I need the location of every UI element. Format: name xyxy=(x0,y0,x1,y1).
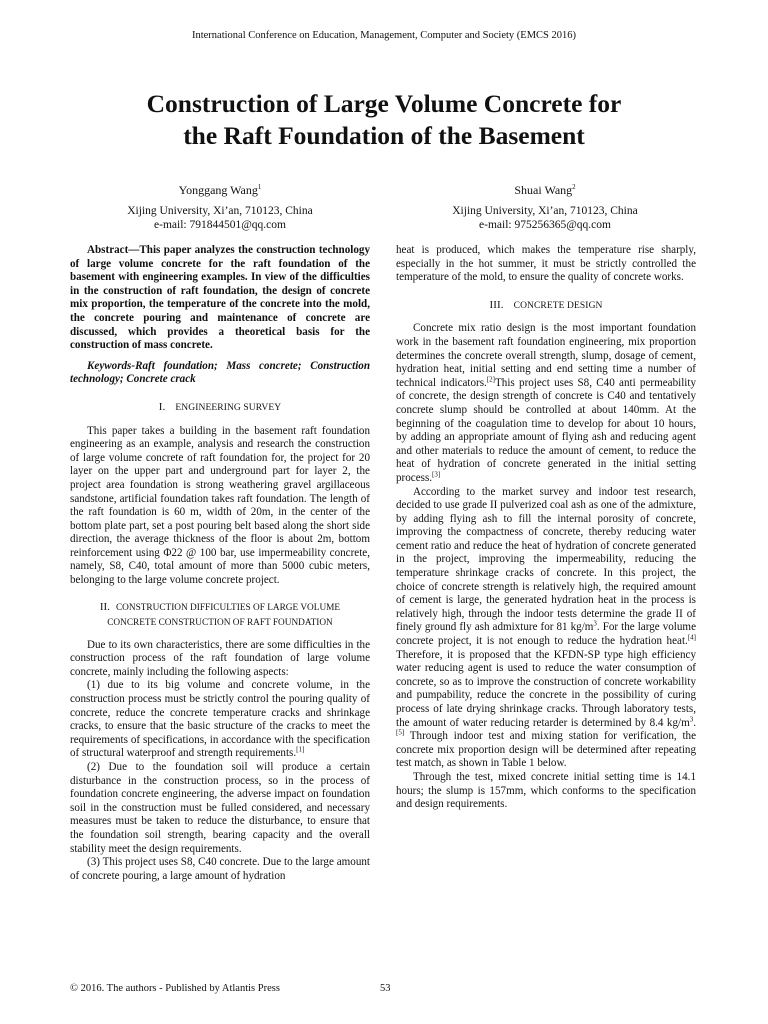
conference-header: International Conference on Education, Management, Computer and Society (EMCS 2016) xyxy=(191,30,577,41)
citation: [3] xyxy=(432,470,441,479)
paragraph: According to the market survey and indoor test research, decided to use grade II pulverized coal ash as one of the admixture, by adding flying ash to fill the internal porosity of concrete, improving the compactness of concrete, thereby reducing water cement ratio and reduce the heat of hydration of concrete generated in the project, improving the impermeability, reducing the temperature shrinkage cracks of concrete. In this project, the choice of concrete strength is relatively high, the required amount of cement is large, the generated hydration heat in the process is relatively high, through the indoor tests determine the grade II of finely ground fly ash admixture for 81 kg/m$^3$. For the large volume concrete project, it is not enough to reduce the hydration heat.[4] Therefore, it is proposed that the KFDN-SP type high efficiency water reducing agent is used to reduce the water consumption of concrete, so as to improve the construction of concrete workability and pumpability, reduce the concrete in the possibility of curing process of late drying shrinkage cracks. Through laboratory tests, the amount of water reducing retarder is determined by 8.4 kg/m$^3$.[5] Through indoor test and mixing station for verification, the concrete mix proportion design will be determined after repeating test match, as shown in Table 1 below. xyxy=(396,485,697,770)
citation: [5] xyxy=(396,728,405,737)
paragraph: This paper takes a building in the basement raft foundation engineering as an example, analysis and research the construction of large volume concrete of raft foundation for, the project for 20 layer on the upper part and underground part for layer 2, the project area foundation is strong weathering gravel argillaceous sandstone, artificial foundation takes raft foundation. The length of the raft foundation is 60 m, width of 20m, in the center of the bottom plate part, set a post pouring belt based along the short side direction, the average thickness of the floor is about 2m, bottom reinforcement using Φ22 @ 100 bar, use impermeability concrete, namely, S8, C40, total amount of more than 5000 cubic meters, belonging to the large volume concrete project. xyxy=(70,424,370,587)
author-2 xyxy=(395,180,695,232)
paragraph: Through the test, mixed concrete initial setting time is 14.1 hours; the slump is 157mm, which conforms to the specification and design requirements. xyxy=(396,770,696,811)
section-heading-3: III. CONCRETE DESIGN xyxy=(489,298,603,311)
author-name: Shuai Wang$^2$ xyxy=(514,183,576,197)
right-column xyxy=(396,244,696,812)
page-number: 53 xyxy=(380,983,391,994)
citation: [4] xyxy=(687,633,696,642)
author-email: e-mail: 791844501@qq.com xyxy=(154,219,286,231)
paragraph: Concrete mix ratio design is the most important foundation work in the basement raft foundation engineering, mix proportion determines the concrete overall strength, slump, dosage of cement, hydration heat, initial setting and end setting time a number of technical indicators.[2]This project uses S8, C40 anti permeability of concrete, the design strength of concrete is C40 and tentatively concrete slump should be controlled at about 140mm. At the beginning of the coagulation time to develop for about 10 hours, by adding an appropriate amount of flying ash and reducing agent and other materials to reduce the amount of cement, to reduce the heat of hydration of concrete generated in the initial setting process.[3] xyxy=(396,322,696,484)
paper-title xyxy=(60,88,708,152)
section-heading-2: II. CONSTRUCTION DIFFICULTIES OF LARGE VOLUME CONCRETE CONSTRUCTION OF RAFT FOUNDATION xyxy=(99,600,341,628)
abstract: Abstract—This paper analyzes the construction technology of large volume concrete for the raft foundation of the basement with engineering examples. In view of the difficulties in the construction of raft foundation, the design of concrete mix proportion, the temperature of the concrete into the mold, the concrete pouring and maintenance of concrete are discussed, which provides a theoretical basis for the construction of mass concrete. xyxy=(70,244,370,352)
section-heading-1: I. ENGINEERING SURVEY xyxy=(158,400,282,413)
title-line-1: Construction of Large Volume Concrete for xyxy=(146,89,622,118)
left-column xyxy=(70,244,370,883)
keywords: Keywords-Raft foundation; Mass concrete; Construction technology; Concrete crack xyxy=(70,359,370,386)
title-line-2: the Raft Foundation of the Basement xyxy=(183,121,585,150)
author-name: Yonggang Wang$^1$ xyxy=(178,183,262,197)
page-footer xyxy=(70,983,690,994)
author-affiliation: Xijing University, Xi’an, 710123, China xyxy=(452,205,638,217)
author-block xyxy=(40,180,728,230)
copyright-notice: © 2016. The authors - Published by Atlantis Press xyxy=(70,983,280,994)
citation: [2] xyxy=(486,375,496,384)
author-affiliation: Xijing University, Xi’an, 710123, China xyxy=(127,205,313,217)
paragraph: heat is produced, which makes the temperature rise sharply, especially in the hot summer, it must be strictly controlled the temperature of the mold, to ensure the quality of concrete works. xyxy=(396,244,696,284)
citation: [1] xyxy=(296,745,305,754)
paragraph: (3) This project uses S8, C40 concrete. Due to the large amount of concrete pouring, a large amount of hydration xyxy=(70,856,370,882)
paragraph: (2) Due to the foundation soil will produce a certain disturbance in the construction process, so in the process of foundation concrete engineering, the adverse impact on foundation soil in the construction must be fulled considered, and necessary measures must be taken to reduce the disturbance, to ensure that the foundation soil strength, bearing capacity and the overall stability meet the design requirements. xyxy=(70,761,370,855)
author-email: e-mail: 975256365@qq.com xyxy=(479,219,611,231)
paragraph: (1) due to its big volume and concrete volume, in the construction process must be strictly control the pouring quality of concrete, reduce the concrete temperature cracks and shrinkage cracks, to ensure that the basic structure of the cracks to meet the requirements of specifications, in accordance with the specification of structural waterproof and strength requirements.[1] xyxy=(70,679,370,760)
author-1 xyxy=(70,180,370,232)
paragraph: Due to its own characteristics, there are some difficulties in the construction process of the raft foundation of large volume concrete, mainly including the following aspects: xyxy=(70,638,370,678)
